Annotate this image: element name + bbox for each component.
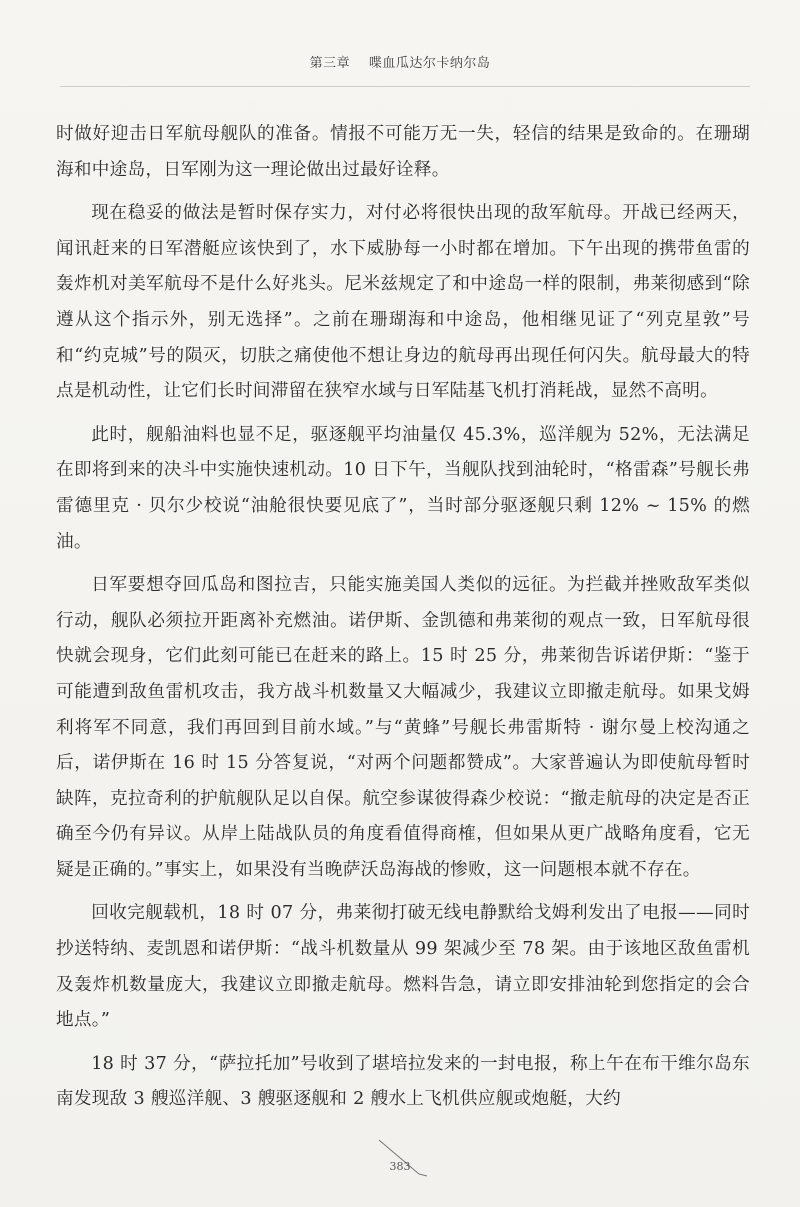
paragraph: 回收完舰载机，18 时 07 分，弗莱彻打破无线电静默给戈姆利发出了电报——同时抄送特纳、麦凯恩和诺伊斯：“战斗机数量从 99 架减少至 78 架。由于该地区敌鱼雷机及轰炸机数量庞大，我建议立即撤走航母。燃料告急，请立即安排油轮到您指定的会合地点。” [56, 903, 750, 1031]
paragraph: 此时，舰船油料也显不足，驱逐舰平均油量仅 45.3%，巡洋舰为 52%，无法满足在即将到来的决斗中实施快速机动。10 日下午，当舰队找到油轮时，“格雷森”号舰长弗雷德里克 · 贝尔少校说“油舱很快要见底了”，当时部分驱逐舰只剩 12% ~ 15% 的燃油。 [56, 424, 750, 552]
chapter-title: 喋血瓜达尔卡纳尔岛 [368, 56, 491, 71]
paragraph: 18 时 37 分，“萨拉托加”号收到了堪培拉发来的一封电报，称上午在布干维尔岛东南发现敌 3 艘巡洋舰、3 艘驱逐舰和 2 艘水上飞机供应舰或炮艇，大约 [56, 1053, 750, 1110]
paragraph: 时做好迎击日军航母舰队的准备。情报不可能万无一失，轻信的结果是致命的。在珊瑚海和中途岛，日军刚为这一理论做出过最好诠释。 [56, 124, 750, 180]
body-text [56, 117, 750, 1118]
page-number: 383 [389, 1160, 411, 1173]
header-divider [60, 86, 750, 87]
paragraph: 现在稳妥的做法是暂时保存实力，对付必将很快出现的敌军航母。开战已经两天，闻讯赶来的日军潜艇应该快到了，水下威胁每一小时都在增加。下午出现的携带鱼雷的轰炸机对美军航母不是什么好兆头。尼米兹规定了和中途岛一样的限制，弗莱彻感到“除遵从这个指示外，别无选择”。之前在珊瑚海和中途岛，他相继见证了“列克星敦”号和“约克城”号的陨灭，切肤之痛使他不想让身边的航母再出现任何闪失。航母最大的特点是机动性，让它们长时间滞留在狭窄水域与日军陆基飞机打消耗战，显然不高明。 [56, 203, 750, 402]
paragraph: 日军要想夺回瓜岛和图拉吉，只能实施美国人类似的远征。为拦截并挫败敌军类似行动，舰队必须拉开距离补充燃油。诺伊斯、金凯德和弗莱彻的观点一致，日军航母很快就会现身，它们此刻可能已在赶来的路上。15 时 25 分，弗莱彻告诉诺伊斯：“鉴于可能遭到敌鱼雷机攻击，我方战斗机数量又大幅减少，我建议立即撤走航母。如果戈姆利将军不同意，我们再回到目前水域。”与“黄蜂”号舰长弗雷斯特 · 谢尔曼上校沟通之后，诺伊斯在 16 时 15 分答复说，“对两个问题都赞成”。大家普遍认为即使航母暂时缺阵，克拉奇利的护航舰队足以自保。航空参谋彼得森少校说：“撤走航母的决定是否正确至今仍有异议。从岸上陆战队员的角度看值得商榷，但如果从更广战略角度看，它无疑是正确的。”事实上，如果没有当晚萨沃岛海战的惨败，这一问题根本就不存在。 [56, 575, 750, 880]
running-head [0, 52, 800, 71]
chapter-label: 第三章 [309, 56, 351, 71]
